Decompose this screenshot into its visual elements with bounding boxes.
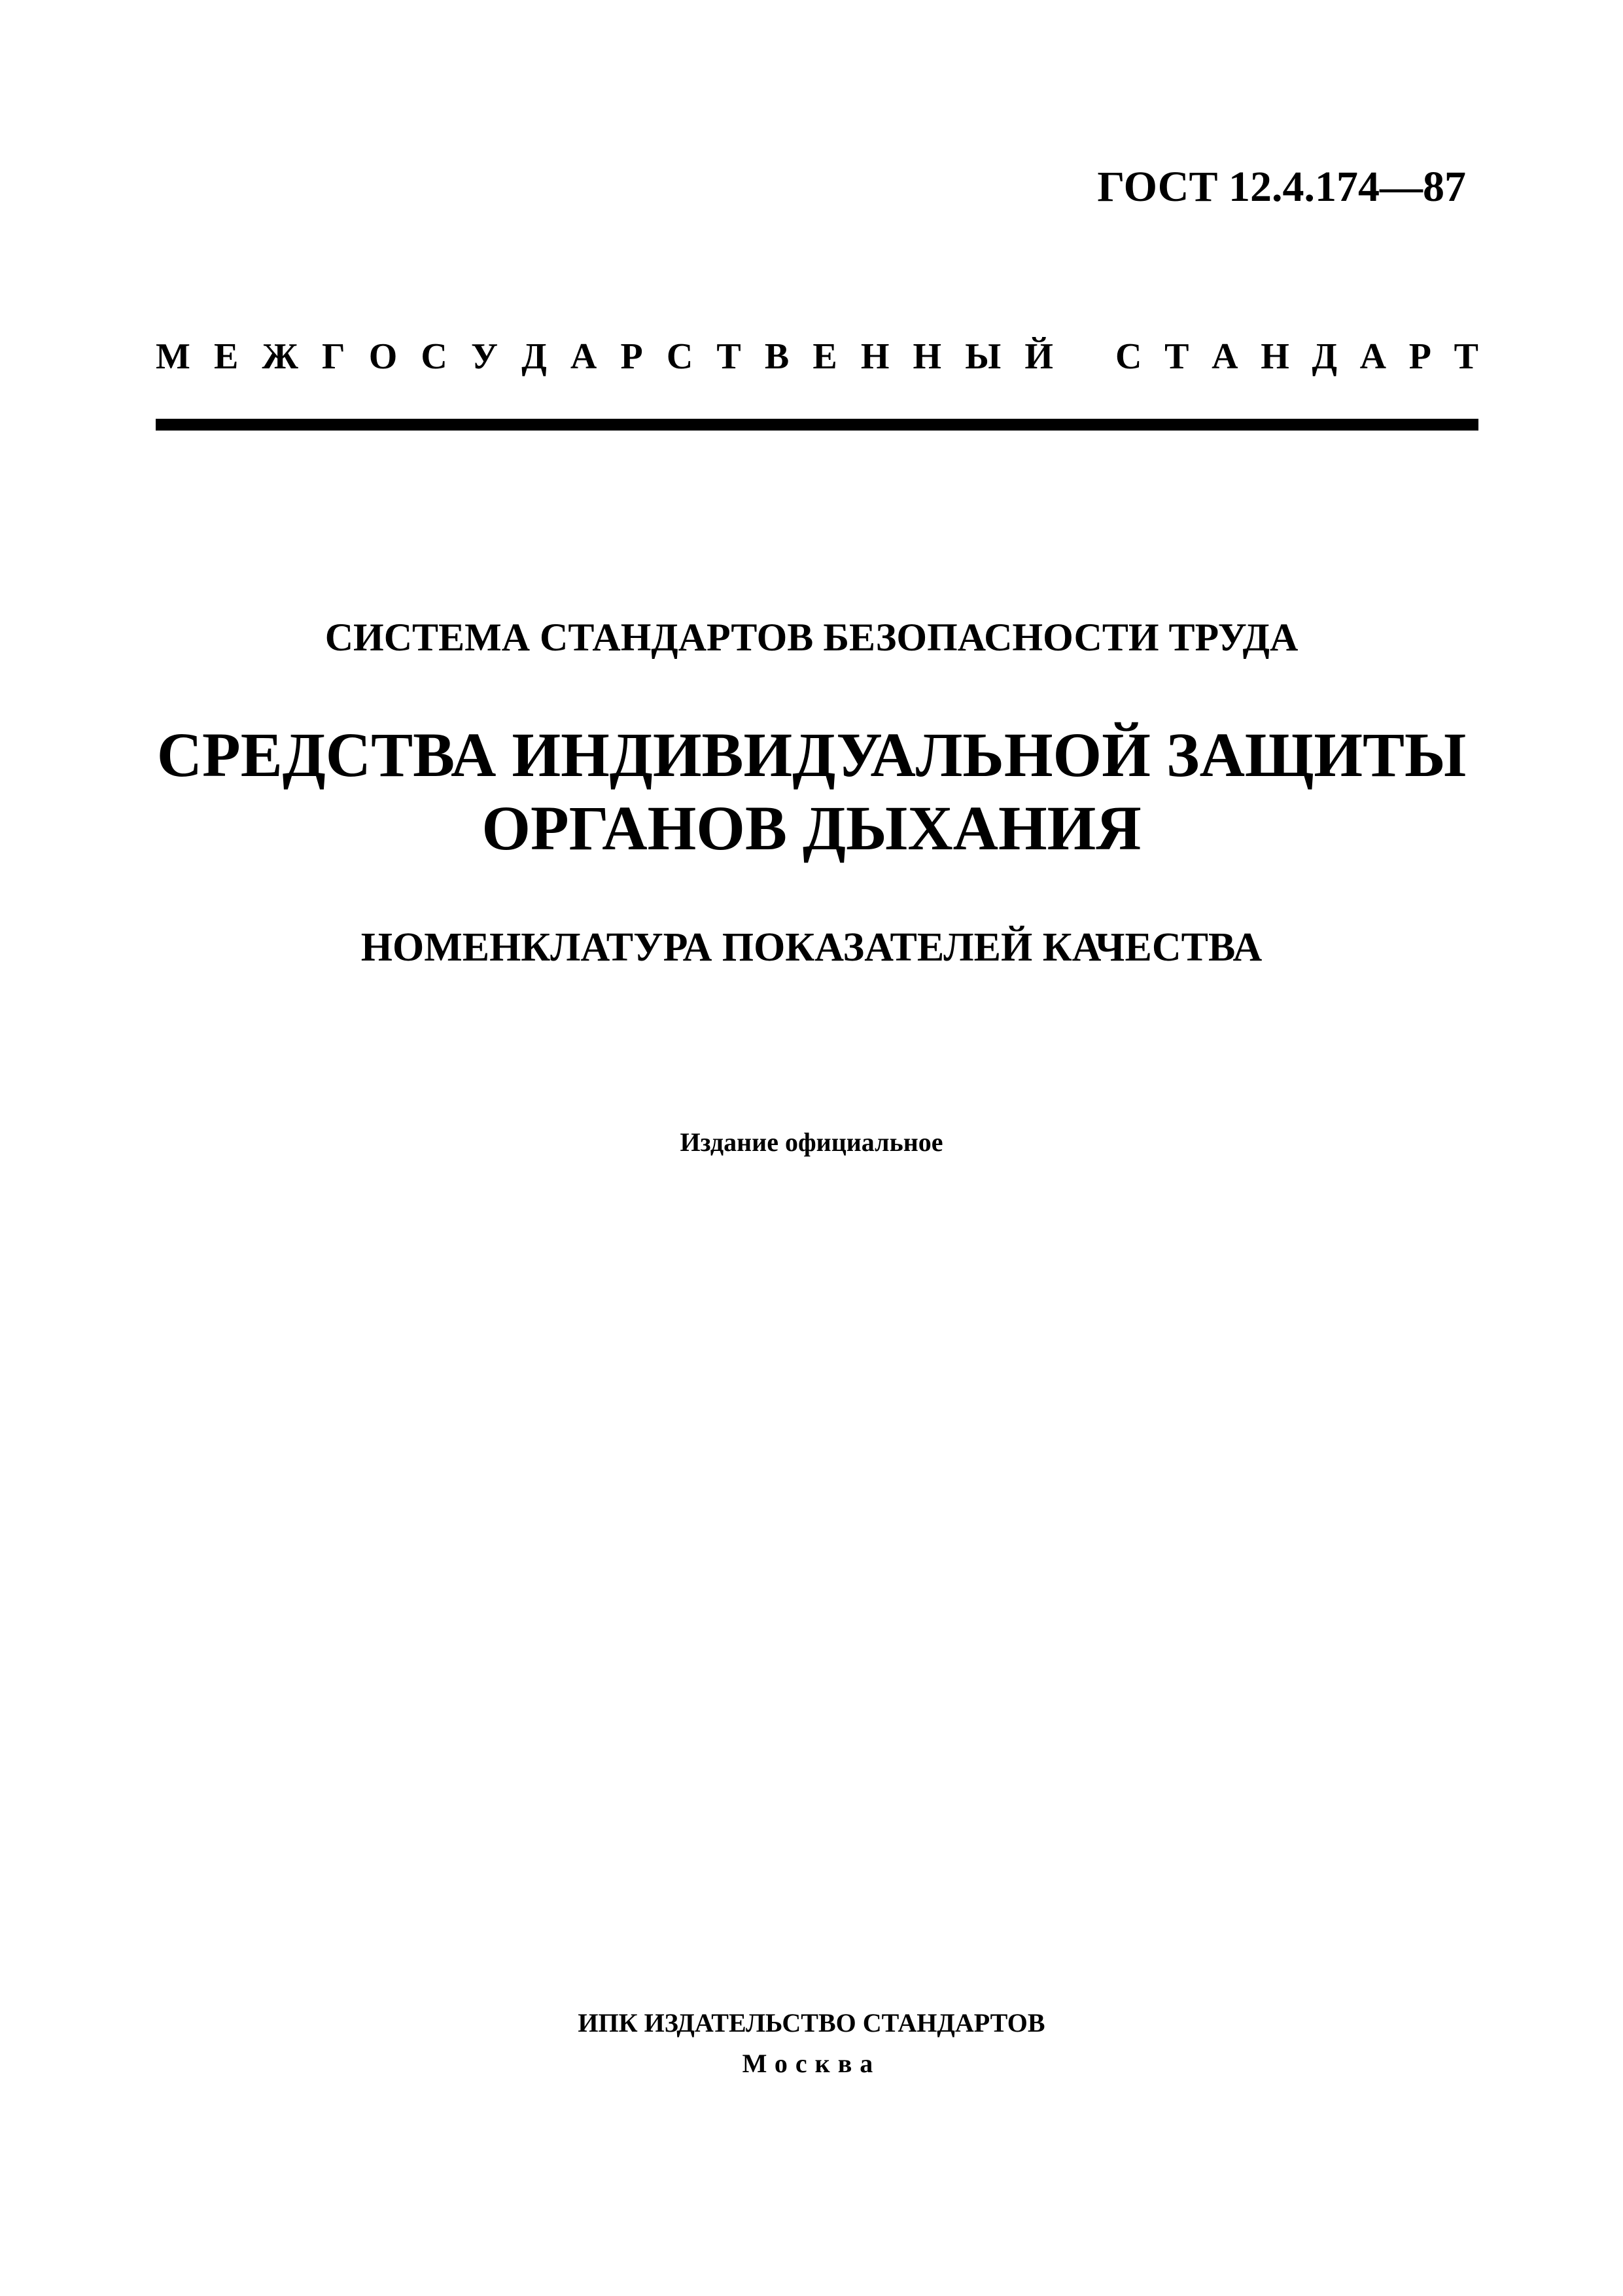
letter: О: [368, 336, 398, 377]
standard-type-word-standard: [1115, 336, 1478, 378]
letter: С: [1115, 336, 1142, 377]
letter: Д: [1312, 336, 1337, 377]
letter: А: [1212, 336, 1238, 377]
letter: Е: [213, 336, 239, 377]
letter: Р: [1408, 336, 1431, 377]
letter: М: [156, 336, 190, 377]
letter: Т: [1164, 336, 1189, 377]
edition-note: Издание официальное: [680, 1127, 943, 1157]
letter: У: [471, 336, 498, 377]
letter: Р: [620, 336, 643, 377]
publisher-city: Москва: [742, 2049, 881, 2078]
letter: В: [764, 336, 790, 377]
standard-type-heading: [156, 336, 1478, 378]
document-subtitle: НОМЕНКЛАТУРА ПОКАЗАТЕЛЕЙ КАЧЕСТВА: [360, 925, 1263, 970]
document-title: [0, 718, 1623, 865]
letter: Г: [321, 336, 345, 377]
title-line: ОРГАНОВ ДЫХАНИЯ: [481, 793, 1142, 863]
standard-type-word-interstate: [156, 336, 1053, 378]
letter: Й: [1024, 336, 1053, 377]
title-line: СРЕДСТВА ИНДИВИДУАЛЬНОЙ ЗАЩИТЫ: [156, 720, 1467, 790]
standard-series: СИСТЕМА СТАНДАРТОВ БЕЗОПАСНОСТИ ТРУДА: [324, 616, 1299, 659]
letter: С: [666, 336, 693, 377]
letter: Д: [521, 336, 547, 377]
letter: Н: [1261, 336, 1289, 377]
letter: Т: [716, 336, 741, 377]
letter: Ж: [262, 336, 298, 377]
letter: А: [570, 336, 597, 377]
letter: А: [1359, 336, 1387, 377]
letter: С: [421, 336, 447, 377]
heading-divider: [156, 419, 1478, 431]
letter: Н: [860, 336, 890, 377]
document-number: ГОСТ 12.4.174—87: [1097, 163, 1466, 211]
letter: Т: [1454, 336, 1478, 377]
letter: Н: [913, 336, 942, 377]
letter: Ы: [965, 336, 1002, 377]
publisher-name: ИПК ИЗДАТЕЛЬСТВО СТАНДАРТОВ: [578, 2008, 1045, 2038]
letter: Е: [812, 336, 837, 377]
